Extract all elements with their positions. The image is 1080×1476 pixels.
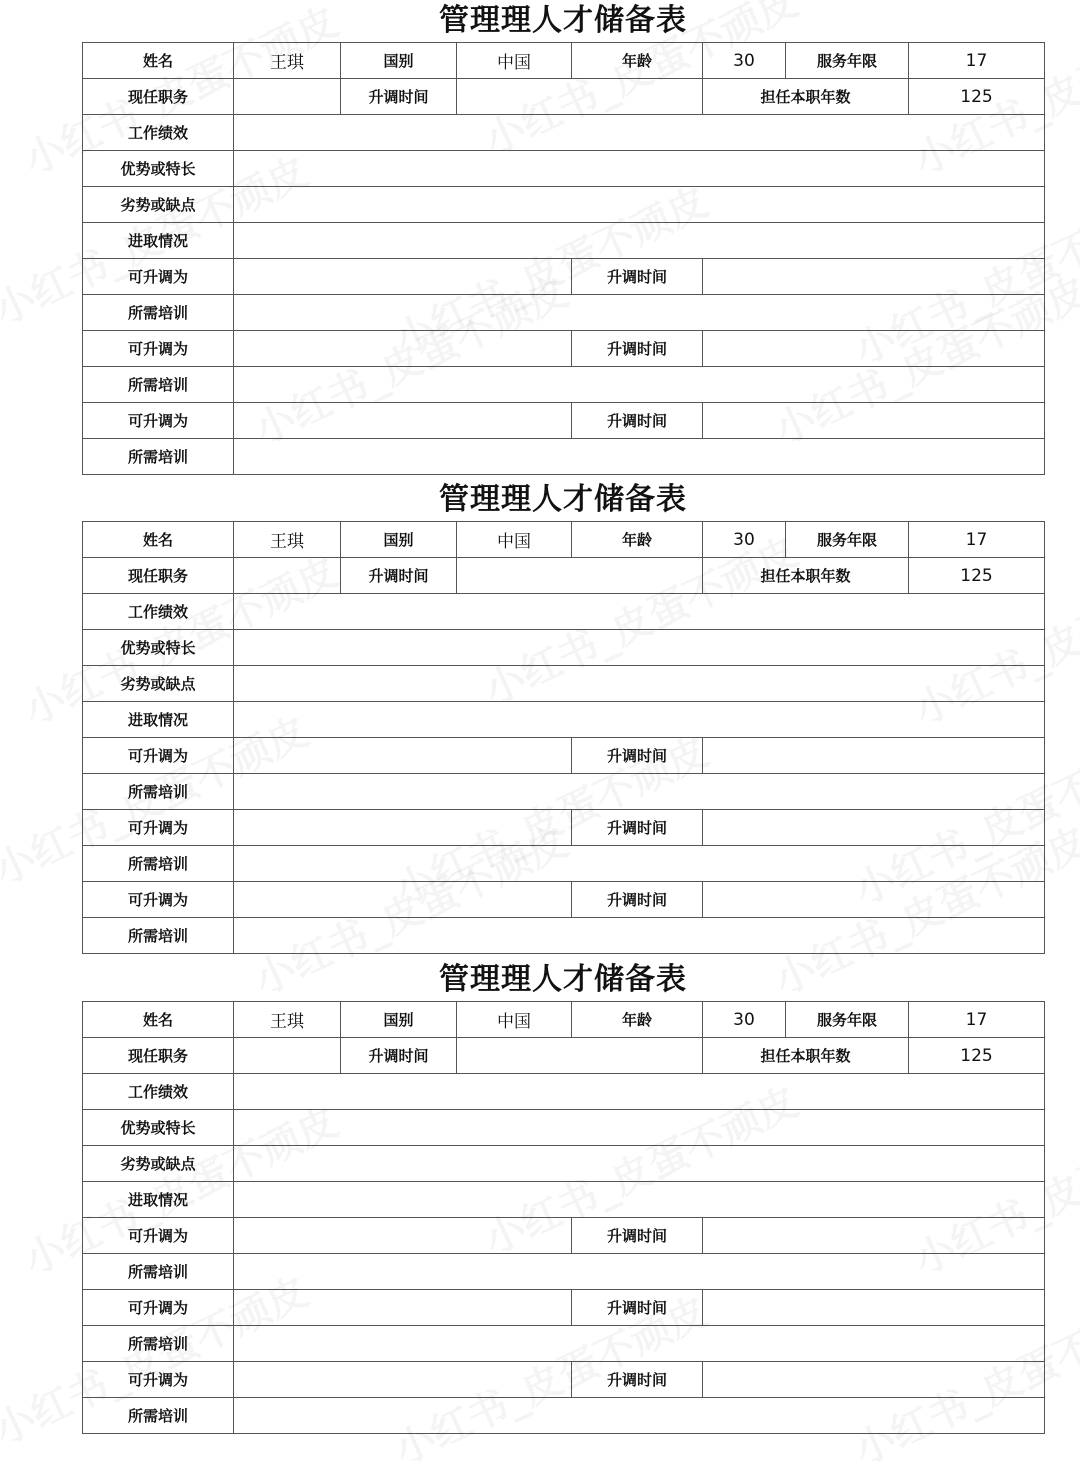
weaknesses-field[interactable]: [234, 1146, 1045, 1182]
promote-to-field[interactable]: [234, 331, 572, 367]
weaknesses-label: 劣势或缺点: [83, 666, 234, 702]
promote-to-label: 可升调为: [83, 1290, 234, 1326]
performance-label: 工作绩效: [83, 115, 234, 151]
form-title: 管理理人才储备表: [439, 962, 687, 997]
form-table: [82, 521, 1045, 954]
training-row: [83, 774, 1045, 810]
promote-to-field[interactable]: [234, 259, 572, 295]
form-table: [82, 1001, 1045, 1434]
promotion-time-label: 升调时间: [572, 1218, 703, 1254]
promote-to-label: 可升调为: [83, 259, 234, 295]
progress-field[interactable]: [234, 223, 1045, 259]
training-row: [83, 918, 1045, 954]
promotion-time-field[interactable]: [703, 882, 1045, 918]
promotion-time-label: 升调时间: [572, 403, 703, 439]
promote-to-field[interactable]: [234, 1218, 572, 1254]
training-field[interactable]: [234, 1254, 1045, 1290]
age-label: 年龄: [572, 1002, 703, 1038]
talent-reserve-form: [82, 0, 1044, 475]
current-position-label: 现任职务: [83, 79, 234, 115]
service-years-label: 服务年限: [786, 1002, 909, 1038]
promote-to-label: 可升调为: [83, 738, 234, 774]
strengths-field[interactable]: [234, 1110, 1045, 1146]
weaknesses-label: 劣势或缺点: [83, 187, 234, 223]
position-row: [83, 79, 1045, 115]
current-position-field[interactable]: [234, 79, 341, 115]
promote-to-field[interactable]: [234, 882, 572, 918]
name-label: 姓名: [83, 43, 234, 79]
basic-info-row: [83, 522, 1045, 558]
training-field[interactable]: [234, 439, 1045, 475]
promote-to-label: 可升调为: [83, 331, 234, 367]
weaknesses-label: 劣势或缺点: [83, 1146, 234, 1182]
basic-info-row: [83, 43, 1045, 79]
promotion-time-field[interactable]: [703, 1218, 1045, 1254]
promotion-time-label: 升调时间: [572, 738, 703, 774]
service-years-value[interactable]: 17: [909, 1002, 1045, 1038]
basic-info-row: [83, 1002, 1045, 1038]
transfer-time-field[interactable]: [457, 558, 703, 594]
training-label: 所需培训: [83, 774, 234, 810]
promotion-time-field[interactable]: [703, 331, 1045, 367]
age-value[interactable]: 30: [703, 1002, 786, 1038]
promote-to-field[interactable]: [234, 810, 572, 846]
promotion-row: [83, 1218, 1045, 1254]
training-label: 所需培训: [83, 1326, 234, 1362]
talent-reserve-form: [82, 479, 1044, 954]
name-value[interactable]: 王琪: [234, 522, 341, 558]
training-field[interactable]: [234, 367, 1045, 403]
country-label: 国别: [341, 522, 457, 558]
performance-label: 工作绩效: [83, 594, 234, 630]
performance-row: [83, 594, 1045, 630]
name-label: 姓名: [83, 522, 234, 558]
service-years-value[interactable]: 17: [909, 522, 1045, 558]
training-row: [83, 439, 1045, 475]
weaknesses-row: [83, 187, 1045, 223]
name-label: 姓名: [83, 1002, 234, 1038]
training-row: [83, 1254, 1045, 1290]
training-label: 所需培训: [83, 295, 234, 331]
promotion-row: [83, 403, 1045, 439]
current-position-label: 现任职务: [83, 558, 234, 594]
promote-to-field[interactable]: [234, 1290, 572, 1326]
promotion-row: [83, 882, 1045, 918]
performance-label: 工作绩效: [83, 1074, 234, 1110]
training-row: [83, 367, 1045, 403]
name-value[interactable]: 王琪: [234, 1002, 341, 1038]
transfer-time-field[interactable]: [457, 79, 703, 115]
service-years-value[interactable]: 17: [909, 43, 1045, 79]
training-row: [83, 1398, 1045, 1434]
progress-label: 进取情况: [83, 1182, 234, 1218]
promotion-time-label: 升调时间: [572, 1290, 703, 1326]
country-label: 国别: [341, 1002, 457, 1038]
promotion-time-field[interactable]: [703, 259, 1045, 295]
weaknesses-row: [83, 666, 1045, 702]
transfer-time-label: 升调时间: [341, 79, 457, 115]
training-label: 所需培训: [83, 846, 234, 882]
current-position-label: 现任职务: [83, 1038, 234, 1074]
performance-field[interactable]: [234, 1074, 1045, 1110]
performance-row: [83, 115, 1045, 151]
promote-to-label: 可升调为: [83, 810, 234, 846]
promotion-time-label: 升调时间: [572, 810, 703, 846]
training-label: 所需培训: [83, 367, 234, 403]
progress-row: [83, 223, 1045, 259]
service-years-label: 服务年限: [786, 43, 909, 79]
progress-label: 进取情况: [83, 702, 234, 738]
promotion-time-field[interactable]: [703, 738, 1045, 774]
talent-reserve-form: [82, 959, 1044, 1434]
training-label: 所需培训: [83, 918, 234, 954]
years-in-post-value[interactable]: 125: [909, 79, 1045, 115]
current-position-field[interactable]: [234, 1038, 341, 1074]
performance-field[interactable]: [234, 115, 1045, 151]
strengths-label: 优势或特长: [83, 630, 234, 666]
years-in-post-value[interactable]: 125: [909, 1038, 1045, 1074]
promotion-row: [83, 259, 1045, 295]
weaknesses-field[interactable]: [234, 187, 1045, 223]
promote-to-label: 可升调为: [83, 882, 234, 918]
training-field[interactable]: [234, 774, 1045, 810]
promotion-row: [83, 738, 1045, 774]
strengths-row: [83, 630, 1045, 666]
form-table: [82, 42, 1045, 475]
progress-field[interactable]: [234, 1182, 1045, 1218]
progress-label: 进取情况: [83, 223, 234, 259]
training-field[interactable]: [234, 918, 1045, 954]
promote-to-label: 可升调为: [83, 1218, 234, 1254]
strengths-row: [83, 151, 1045, 187]
age-value[interactable]: 30: [703, 522, 786, 558]
progress-row: [83, 1182, 1045, 1218]
promote-to-label: 可升调为: [83, 1362, 234, 1398]
promote-to-field[interactable]: [234, 1362, 572, 1398]
years-in-post-value[interactable]: 125: [909, 558, 1045, 594]
promotion-time-label: 升调时间: [572, 331, 703, 367]
years-in-post-label: 担任本职年数: [703, 79, 909, 115]
strengths-row: [83, 1110, 1045, 1146]
country-value[interactable]: 中国: [457, 522, 572, 558]
promote-to-field[interactable]: [234, 738, 572, 774]
promotion-time-label: 升调时间: [572, 1362, 703, 1398]
promotion-row: [83, 331, 1045, 367]
service-years-label: 服务年限: [786, 522, 909, 558]
name-value[interactable]: 王琪: [234, 43, 341, 79]
training-label: 所需培训: [83, 439, 234, 475]
years-in-post-label: 担任本职年数: [703, 1038, 909, 1074]
weaknesses-row: [83, 1146, 1045, 1182]
training-field[interactable]: [234, 295, 1045, 331]
promote-to-label: 可升调为: [83, 403, 234, 439]
progress-row: [83, 702, 1045, 738]
promotion-time-label: 升调时间: [572, 882, 703, 918]
strengths-label: 优势或特长: [83, 151, 234, 187]
training-field[interactable]: [234, 846, 1045, 882]
promotion-row: [83, 1362, 1045, 1398]
training-row: [83, 1326, 1045, 1362]
promotion-time-field[interactable]: [703, 810, 1045, 846]
performance-row: [83, 1074, 1045, 1110]
training-label: 所需培训: [83, 1398, 234, 1434]
years-in-post-label: 担任本职年数: [703, 558, 909, 594]
promotion-time-field[interactable]: [703, 1290, 1045, 1326]
promotion-time-field[interactable]: [703, 1362, 1045, 1398]
promotion-row: [83, 810, 1045, 846]
promotion-time-field[interactable]: [703, 403, 1045, 439]
age-label: 年龄: [572, 43, 703, 79]
weaknesses-field[interactable]: [234, 666, 1045, 702]
promotion-row: [83, 1290, 1045, 1326]
training-label: 所需培训: [83, 1254, 234, 1290]
country-label: 国别: [341, 43, 457, 79]
current-position-field[interactable]: [234, 558, 341, 594]
progress-field[interactable]: [234, 702, 1045, 738]
age-label: 年龄: [572, 522, 703, 558]
transfer-time-label: 升调时间: [341, 558, 457, 594]
training-field[interactable]: [234, 1398, 1045, 1434]
strengths-label: 优势或特长: [83, 1110, 234, 1146]
transfer-time-field[interactable]: [457, 1038, 703, 1074]
training-row: [83, 846, 1045, 882]
training-row: [83, 295, 1045, 331]
age-value[interactable]: 30: [703, 43, 786, 79]
country-value[interactable]: 中国: [457, 43, 572, 79]
position-row: [83, 558, 1045, 594]
performance-field[interactable]: [234, 594, 1045, 630]
promote-to-field[interactable]: [234, 403, 572, 439]
form-title: 管理理人才储备表: [439, 482, 687, 517]
transfer-time-label: 升调时间: [341, 1038, 457, 1074]
strengths-field[interactable]: [234, 151, 1045, 187]
country-value[interactable]: 中国: [457, 1002, 572, 1038]
promotion-time-label: 升调时间: [572, 259, 703, 295]
strengths-field[interactable]: [234, 630, 1045, 666]
form-title: 管理理人才储备表: [439, 3, 687, 38]
position-row: [83, 1038, 1045, 1074]
training-field[interactable]: [234, 1326, 1045, 1362]
